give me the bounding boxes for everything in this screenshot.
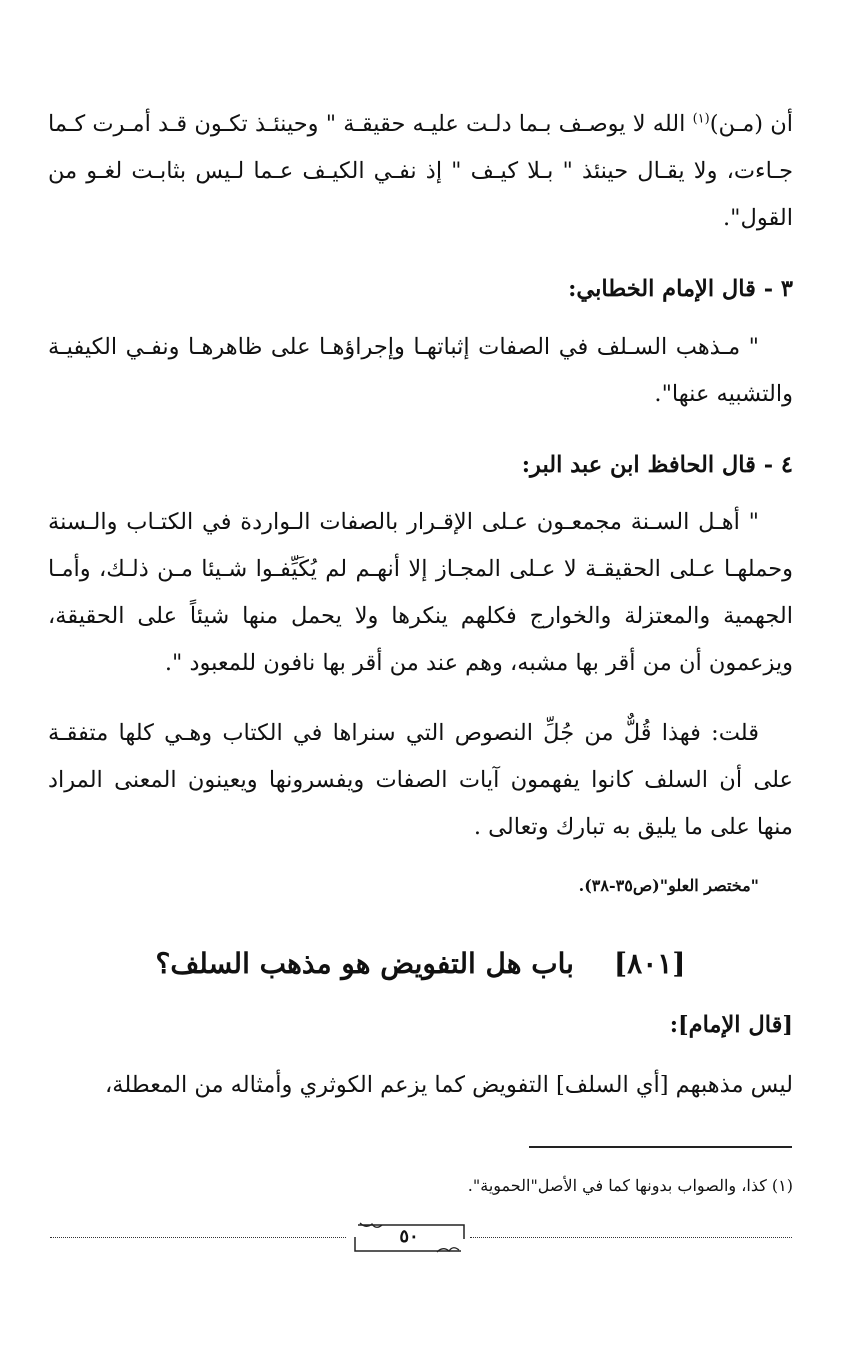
- paragraph-commentary: قلت: فهذا قُلٌّ من جُلِّ النصوص التي سنراها في الكتاب وهـي كلها متفقـة على أن السلف كانوا يفهمون آيات الصفات ويفسرونها ويعينون المعنى المراد منها على ما يليق به تبارك وتعالى .: [48, 720, 793, 840]
- heading-imam-said: [قال الإمام]:: [669, 1012, 793, 1038]
- heading-khattabi: ٣ - قال الإمام الخطابي:: [568, 276, 793, 302]
- paragraph-text-start: أن (مـن): [709, 111, 793, 137]
- source-citation: "مختصر العلو"(ص٣٥-٣٨).: [578, 876, 759, 895]
- footnote-divider: [529, 1146, 792, 1148]
- quote-khattabi: " مـذهب السـلف في الصفات إثباتهـا وإجراؤهـا على ظاهرهـا ونفـي الكيفيـة والتشبيه عنها".: [48, 334, 793, 407]
- footer-dotted-rule-right: [470, 1237, 792, 1238]
- paragraph-text-end: الله لا يوصـف بـما دلـت عليـه حقيقـة " وحينئـذ تكـون قـد أمـرت كـما جـاءت، ولا يقـال حينئذ " بـلا كيـف " إذ نفـي الكيـف عـما لـيس بثابـت لغـو من القول".: [48, 111, 793, 231]
- paragraph-quote-continuation: [48, 101, 793, 242]
- chapter-title: باب هل التفويض هو مذهب السلف؟: [155, 947, 574, 980]
- chapter-heading: [48, 942, 793, 986]
- heading-ibn-abd-al-barr: ٤ - قال الحافظ ابن عبد البر:: [521, 452, 793, 478]
- footnote-reference: (١): [692, 111, 710, 127]
- quote-ibn-abd-al-barr: " أهـل السـنة مجمعـون عـلى الإقـرار بالصفات الـواردة في الكتـاب والـسنة وحملهـا عـلى الحقيقـة لا عـلى المجـاز إلا أنهـم لم يُكَيِّفـوا شـيئا مـن ذلـك، وأمـا الجهمية والمعتزلة والخوارج فكلهم ينكرها ولا يحمل منها شيئاً على الحقيقة، ويزعمون أن من أقر بها مشبه، وهم عند من أقر بها نافون للمعبود ".: [48, 509, 793, 676]
- footer-dotted-rule-left: [50, 1237, 346, 1238]
- footnote: (١) كذا، والصواب بدونها كما في الأصل"الحموية".: [467, 1176, 793, 1195]
- page-number: ٥٠: [399, 1226, 419, 1247]
- chapter-number: [٨٠١]: [613, 947, 686, 980]
- paragraph-tafwid: ليس مذهبهم [أي السلف] التفويض كما يزعم الكوثري وأمثاله من المعطلة،: [105, 1072, 793, 1098]
